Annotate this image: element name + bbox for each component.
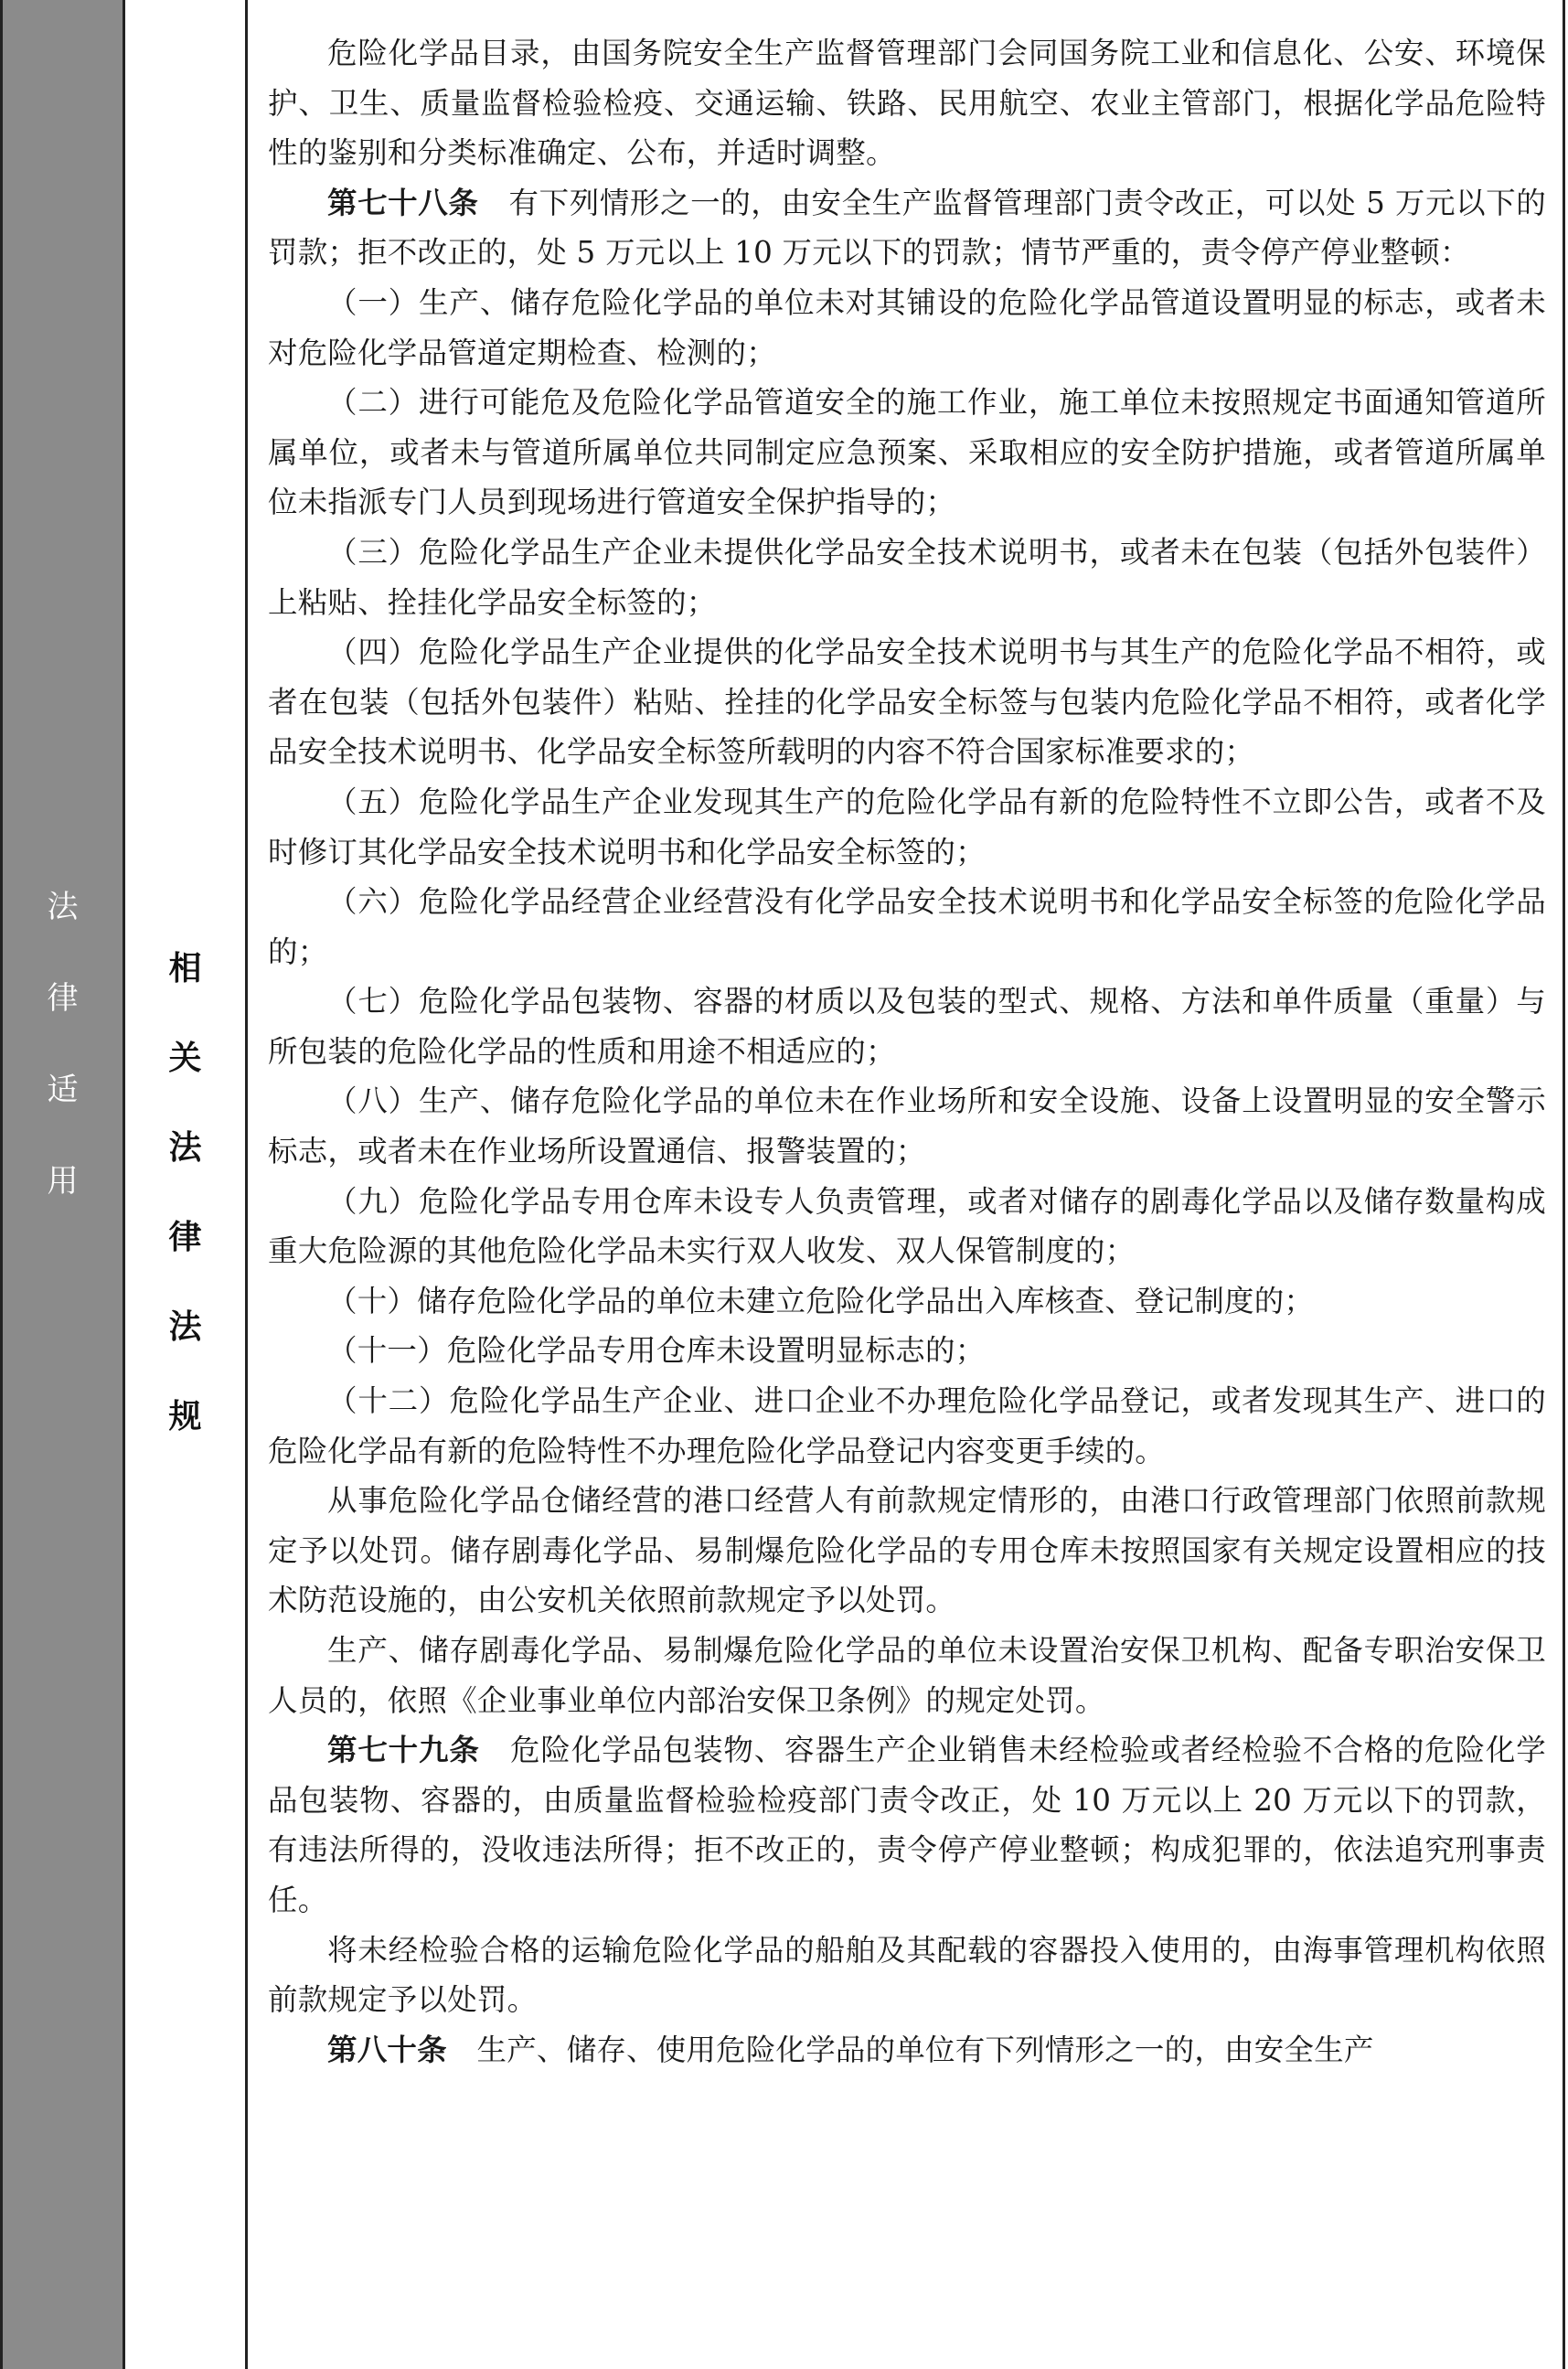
paragraph <box>268 28 1546 178</box>
paragraph-text: （十二）危险化学品生产企业、进口企业不办理危险化学品登记，或者发现其生产、进口的危险化学品有新的危险特性不办理危险化学品登记内容变更手续的。 <box>268 1383 1546 1468</box>
section-char: 相 <box>168 950 202 987</box>
section-char: 法 <box>168 1129 202 1167</box>
paragraph-text: （十一）危险化学品专用仓库未设置明显标志的； <box>327 1333 986 1369</box>
paragraph-text: （四）危险化学品生产企业提供的化学品安全技术说明书与其生产的危险化学品不相符，或者在包装（包括外包装件）粘贴、拴挂的化学品安全标签与包装内危险化学品不相符，或者化学品安全技术说明书、化学品安全标签所载明的内容不符合国家标准要求的； <box>268 635 1546 770</box>
section-char: 规 <box>168 1398 202 1435</box>
paragraph <box>268 278 1546 378</box>
category-char: 律 <box>47 980 79 1017</box>
paragraph <box>268 1626 1546 1725</box>
paragraph <box>268 1076 1546 1176</box>
paragraph <box>268 877 1546 976</box>
section-char: 关 <box>168 1040 202 1077</box>
paragraph-text: 生产、储存、使用危险化学品的单位有下列情形之一的，由安全生产 <box>446 2032 1374 2067</box>
paragraph-text: （八）生产、储存危险化学品的单位未在作业场所和安全设施、设备上设置明显的安全警示标志，或者未在作业场所设置通信、报警装置的； <box>268 1083 1546 1169</box>
paragraph-text: （三）危险化学品生产企业未提供化学品安全技术说明书，或者未在包装（包括外包装件）上粘贴、拴挂化学品安全标签的； <box>268 534 1546 620</box>
paragraph <box>268 1376 1546 1476</box>
category-label <box>3 889 123 1200</box>
paragraph-text: （二）进行可能危及危险化学品管道安全的施工作业，施工单位未按照规定书面通知管道所属单位，或者未与管道所属单位共同制定应急预案、采取相应的安全防护措施，或者管道所属单位未指派专门人员到现场进行管道安全保护指导的； <box>268 385 1546 520</box>
paragraph <box>268 1326 1546 1376</box>
section-char: 律 <box>168 1219 202 1256</box>
paragraph <box>268 1725 1546 1925</box>
paragraph-text: 从事危险化学品仓储经营的港口经营人有前款规定情形的，由港口行政管理部门依照前款规定予以处罚。储存剧毒化学品、易制爆危险化学品的专用仓库未按照国家有关规定设置相应的技术防范设施的，由公安机关依照前款规定予以处罚。 <box>268 1483 1546 1618</box>
paragraph-text: 生产、储存剧毒化学品、易制爆危险化学品的单位未设置治安保卫机构、配备专职治安保卫人员的，依照《企业事业单位内部治安保卫条例》的规定处罚。 <box>268 1633 1546 1718</box>
regulation-text <box>268 28 1546 2075</box>
paragraph-text: 危险化学品目录，由国务院安全生产监督管理部门会同国务院工业和信息化、公安、环境保护、卫生、质量监督检验检疫、交通运输、铁路、民用航空、农业主管部门，根据化学品危险特性的鉴别和分类标准确定、公布，并适时调整。 <box>268 36 1546 171</box>
category-char: 用 <box>47 1163 79 1200</box>
paragraph <box>268 1926 1546 2025</box>
article-heading: 第八十条 <box>327 2032 447 2067</box>
paragraph <box>268 178 1546 278</box>
paragraph <box>268 2025 1546 2076</box>
section-label <box>125 950 245 1435</box>
paragraph <box>268 1177 1546 1276</box>
paragraph-text: （九）危险化学品专用仓库未设专人负责管理，或者对储存的剧毒化学品以及储存数量构成重大危险源的其他危险化学品未实行双人收发、双人保管制度的； <box>268 1183 1546 1269</box>
paragraph <box>268 378 1546 528</box>
category-char: 法 <box>47 889 79 925</box>
category-column <box>3 0 125 2369</box>
paragraph <box>268 528 1546 627</box>
paragraph-text: （十）储存危险化学品的单位未建立危险化学品出入库核查、登记制度的； <box>327 1283 1315 1318</box>
paragraph <box>268 1276 1546 1327</box>
paragraph-text: 有下列情形之一的，由安全生产监督管理部门责令改正，可以处 5 万元以下的罚款；拒不改正的，处 5 万元以上 10 万元以下的罚款；情节严重的，责令停产停业整顿： <box>268 185 1546 271</box>
paragraph-text: 将未经检验合格的运输危险化学品的船舶及其配载的容器投入使用的，由海事管理机构依照前款规定予以处罚。 <box>268 1932 1546 2018</box>
section-char: 法 <box>168 1308 202 1346</box>
paragraph-text: （一）生产、储存危险化学品的单位未对其铺设的危险化学品管道设置明显的标志，或者未对危险化学品管道定期检查、检测的； <box>268 284 1546 370</box>
paragraph <box>268 976 1546 1076</box>
article-heading: 第七十八条 <box>327 185 479 220</box>
article-heading: 第七十九条 <box>327 1733 480 1768</box>
paragraph <box>268 777 1546 877</box>
paragraph-text: （七）危险化学品包装物、容器的材质以及包装的型式、规格、方法和单件质量（重量）与所包装的危险化学品的性质和用途不相适应的； <box>268 984 1546 1069</box>
category-char: 适 <box>47 1072 79 1108</box>
section-column <box>125 0 248 2369</box>
paragraph <box>268 627 1546 777</box>
paragraph <box>268 1476 1546 1626</box>
paragraph-text: （六）危险化学品经营企业经营没有化学品安全技术说明书和化学品安全标签的危险化学品的； <box>268 884 1546 969</box>
paragraph-text: 危险化学品包装物、容器生产企业销售未经检验或者经检验不合格的危险化学品包装物、容器的，由质量监督检验检疫部门责令改正，处 10 万元以上 20 万元以下的罚款，有违法所得的，没收违法所得；拒不改正的，责令停产停业整顿；构成犯罪的，依法追究刑事责任。 <box>268 1733 1546 1917</box>
paragraph-text: （五）危险化学品生产企业发现其生产的危险化学品有新的危险特性不立即公告，或者不及时修订其化学品安全技术说明书和化学品安全标签的； <box>268 784 1546 870</box>
